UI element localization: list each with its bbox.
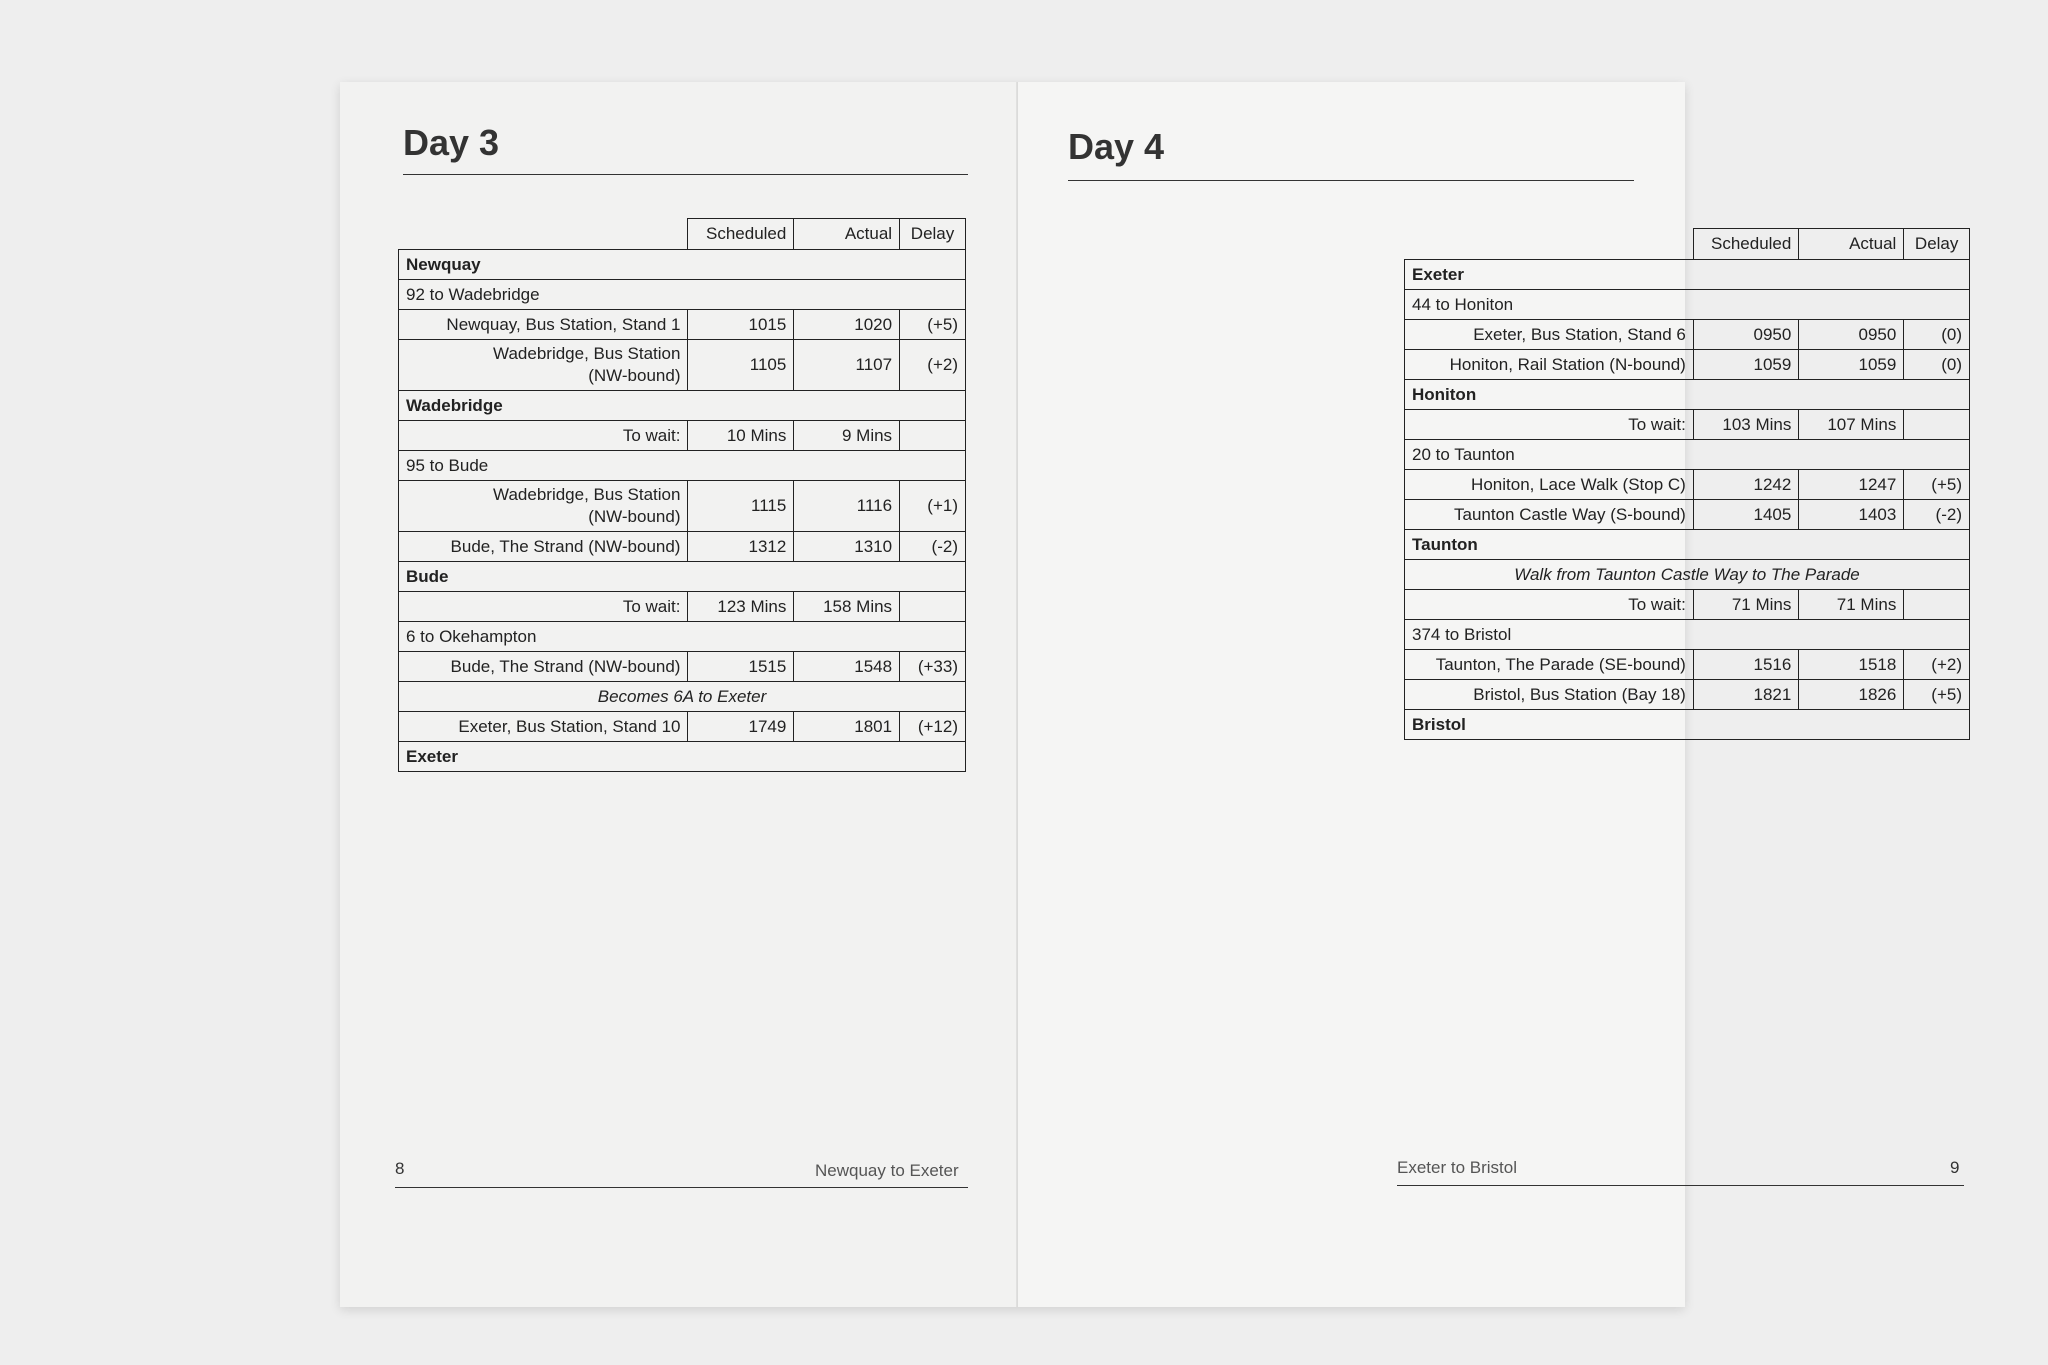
scheduled-time: 1242 (1693, 470, 1799, 500)
wait-label: To wait: (399, 421, 688, 451)
stop-name: Bude, The Strand (NW-bound) (399, 652, 688, 682)
route-row (1405, 290, 1970, 320)
stop-name: Bristol, Bus Station (Bay 18) (1405, 680, 1694, 710)
scheduled-time: 123 Mins (688, 592, 794, 622)
actual-time: 0950 (1799, 320, 1904, 350)
footer-title: Newquay to Exeter (815, 1161, 959, 1180)
route-label: 6 to Okehampton (399, 622, 966, 652)
place-heading: Bude (399, 562, 966, 592)
stop-name: Taunton, The Parade (SE-bound) (1405, 650, 1694, 680)
left-page (340, 82, 1018, 1307)
right-page (1018, 82, 1962, 1307)
delay-value (900, 592, 966, 622)
route-label: 374 to Bristol (1405, 620, 1970, 650)
header-spacer (399, 219, 688, 250)
stop-name-line: Wadebridge, Bus Station (493, 344, 681, 363)
wait-row (1405, 410, 1970, 440)
route-label: 44 to Honiton (1405, 290, 1970, 320)
wait-row (399, 421, 966, 451)
scheduled-time: 1015 (688, 310, 794, 340)
place-heading: Newquay (399, 250, 966, 280)
delay-value: (+33) (900, 652, 966, 682)
place-row (399, 742, 966, 772)
stop-name: Newquay, Bus Station, Stand 1 (399, 310, 688, 340)
wait-label: To wait: (1405, 590, 1694, 620)
note-row (399, 682, 966, 712)
delay-value: (+2) (1904, 650, 1970, 680)
delay-value: (0) (1904, 350, 1970, 380)
header-actual: Actual (1799, 229, 1904, 260)
header-delay: Delay (1904, 229, 1970, 260)
place-row (1405, 530, 1970, 560)
scheduled-time: 1059 (1693, 350, 1799, 380)
actual-time: 1826 (1799, 680, 1904, 710)
scheduled-time: 1515 (688, 652, 794, 682)
stop-name-line: (NW-bound) (588, 366, 681, 385)
delay-value: (+5) (1904, 680, 1970, 710)
stop-name-line: Wadebridge, Bus Station (493, 485, 681, 504)
scheduled-time: 1105 (688, 340, 794, 391)
place-row (399, 562, 966, 592)
route-label: 92 to Wadebridge (399, 280, 966, 310)
stop-name: Taunton Castle Way (S-bound) (1405, 500, 1694, 530)
delay-value: (+12) (900, 712, 966, 742)
title-rule (1068, 180, 1634, 181)
note-text: Becomes 6A to Exeter (399, 682, 966, 712)
scheduled-time: 71 Mins (1693, 590, 1799, 620)
actual-time: 1310 (794, 532, 900, 562)
header-scheduled: Scheduled (1693, 229, 1799, 260)
actual-time: 1020 (794, 310, 900, 340)
place-row (1405, 710, 1970, 740)
actual-time: 1107 (794, 340, 900, 391)
stop-name (399, 481, 688, 532)
scheduled-time: 1821 (1693, 680, 1799, 710)
stop-name: Bude, The Strand (NW-bound) (399, 532, 688, 562)
actual-time: 107 Mins (1799, 410, 1904, 440)
stop-name: Honiton, Lace Walk (Stop C) (1405, 470, 1694, 500)
scheduled-time: 1312 (688, 532, 794, 562)
title-rule (403, 174, 968, 175)
scheduled-time: 1749 (688, 712, 794, 742)
page-number: 8 (395, 1159, 405, 1178)
delay-value (900, 421, 966, 451)
timetable (398, 218, 966, 772)
place-heading: Exeter (1405, 260, 1970, 290)
stop-name (399, 340, 688, 391)
header-spacer (1405, 229, 1694, 260)
scheduled-time: 1405 (1693, 500, 1799, 530)
header-row (399, 219, 966, 250)
place-heading: Taunton (1405, 530, 1970, 560)
delay-value (1904, 590, 1970, 620)
stop-row (399, 310, 966, 340)
route-label: 95 to Bude (399, 451, 966, 481)
actual-time: 1116 (794, 481, 900, 532)
stop-row (399, 481, 966, 532)
page-number: 9 (1950, 1158, 1960, 1177)
delay-value: (-2) (900, 532, 966, 562)
actual-time: 1403 (1799, 500, 1904, 530)
footer-title: Exeter to Bristol (1397, 1158, 1517, 1177)
scheduled-time: 1115 (688, 481, 794, 532)
stop-row (399, 652, 966, 682)
route-row (399, 622, 966, 652)
actual-time: 1059 (1799, 350, 1904, 380)
stop-row (1405, 320, 1970, 350)
footer-rule (395, 1187, 968, 1188)
place-row (399, 250, 966, 280)
delay-value: (+2) (900, 340, 966, 391)
place-row (1405, 260, 1970, 290)
actual-time: 1801 (794, 712, 900, 742)
stop-row (1405, 650, 1970, 680)
actual-time: 1247 (1799, 470, 1904, 500)
actual-time: 71 Mins (1799, 590, 1904, 620)
route-row (399, 451, 966, 481)
actual-time: 1548 (794, 652, 900, 682)
booklet-spread (340, 82, 1962, 1307)
stop-row (399, 712, 966, 742)
scheduled-time: 10 Mins (688, 421, 794, 451)
wait-label: To wait: (399, 592, 688, 622)
actual-time: 1518 (1799, 650, 1904, 680)
stop-row (1405, 680, 1970, 710)
delay-value: (+1) (900, 481, 966, 532)
header-delay: Delay (900, 219, 966, 250)
delay-value (1904, 410, 1970, 440)
stop-name: Exeter, Bus Station, Stand 10 (399, 712, 688, 742)
delay-value: (0) (1904, 320, 1970, 350)
actual-time: 9 Mins (794, 421, 900, 451)
route-row (1405, 620, 1970, 650)
note-row (1405, 560, 1970, 590)
place-heading: Wadebridge (399, 391, 966, 421)
timetable (1404, 228, 1970, 740)
stop-row (1405, 350, 1970, 380)
scheduled-time: 103 Mins (1693, 410, 1799, 440)
delay-value: (-2) (1904, 500, 1970, 530)
header-row (1405, 229, 1970, 260)
stop-row (1405, 500, 1970, 530)
day-title: Day 3 (403, 122, 500, 163)
day-title: Day 4 (1068, 126, 1165, 167)
stop-name-line: (NW-bound) (588, 507, 681, 526)
route-label: 20 to Taunton (1405, 440, 1970, 470)
delay-value: (+5) (1904, 470, 1970, 500)
header-scheduled: Scheduled (688, 219, 794, 250)
stop-name: Honiton, Rail Station (N-bound) (1405, 350, 1694, 380)
place-heading: Bristol (1405, 710, 1970, 740)
wait-label: To wait: (1405, 410, 1694, 440)
timetable-body (399, 219, 966, 772)
wait-row (399, 592, 966, 622)
stop-row (399, 532, 966, 562)
stop-row (399, 340, 966, 391)
note-text: Walk from Taunton Castle Way to The Parade (1405, 560, 1970, 590)
route-row (1405, 440, 1970, 470)
scheduled-time: 1516 (1693, 650, 1799, 680)
wait-row (1405, 590, 1970, 620)
header-actual: Actual (794, 219, 900, 250)
place-row (1405, 380, 1970, 410)
scheduled-time: 0950 (1693, 320, 1799, 350)
timetable-body (1405, 229, 1970, 740)
place-row (399, 391, 966, 421)
actual-time: 158 Mins (794, 592, 900, 622)
route-row (399, 280, 966, 310)
place-heading: Exeter (399, 742, 966, 772)
place-heading: Honiton (1405, 380, 1970, 410)
stop-row (1405, 470, 1970, 500)
delay-value: (+5) (900, 310, 966, 340)
stop-name: Exeter, Bus Station, Stand 6 (1405, 320, 1694, 350)
footer-rule (1397, 1185, 1964, 1186)
